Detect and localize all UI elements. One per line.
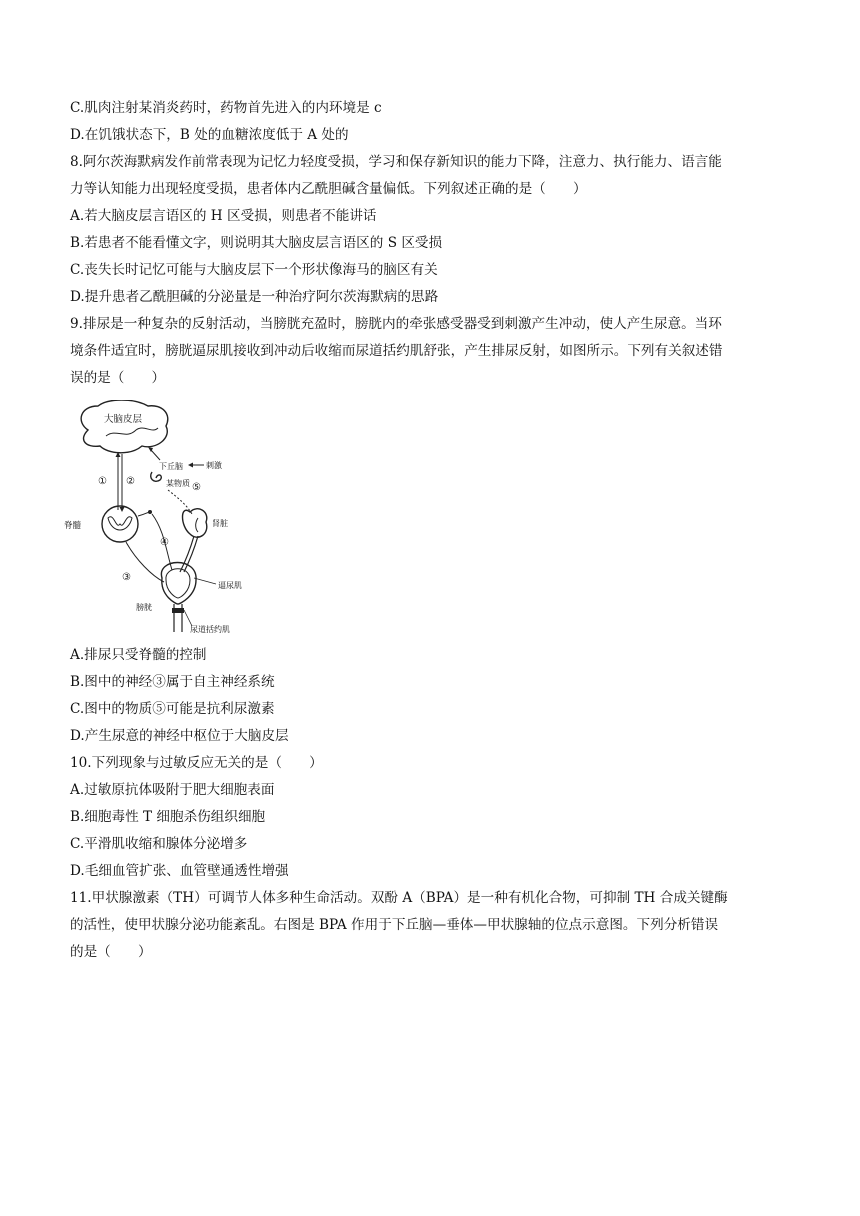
- q11-stem-line2: 的活性，使甲状腺分泌功能紊乱。右图是 BPA 作用于下丘脑—垂体—甲状腺轴的位点示意图。下列分析错误: [70, 917, 719, 933]
- label-substance: 某物质: [166, 479, 190, 488]
- q8-option-a: A.若大脑皮层言语区的 H 区受损，则患者不能讲话: [70, 208, 377, 224]
- label-detrusor: 逼尿肌: [218, 581, 242, 590]
- label-brain: 大脑皮层: [104, 414, 143, 425]
- q9-option-b: B.图中的神经③属于自主神经系统: [70, 674, 275, 690]
- label-n3: ③: [122, 572, 131, 583]
- label-sphincter: 尿道括约肌: [190, 625, 230, 634]
- q11-stem-line1: 11.甲状腺激素（TH）可调节人体多种生命活动。双酚 A（BPA）是一种有机化合物，可抑制 TH 合成关键酶: [70, 890, 728, 906]
- label-stimulus: 刺激: [206, 461, 222, 470]
- q7-option-d: D.在饥饿状态下，B 处的血糖浓度低于 A 处的: [70, 127, 349, 143]
- q9-stem-line2: 境条件适宜时，膀胱逼尿肌接收到冲动后收缩而尿道括约肌舒张，产生排尿反射，如图所示。下列有关叙述错: [70, 343, 723, 359]
- q9-option-a: A.排尿只受脊髓的控制: [70, 647, 207, 663]
- q10-option-d: D.毛细血管扩张、血管壁通透性增强: [70, 863, 289, 879]
- label-hypothalamus: 下丘脑: [159, 462, 183, 471]
- label-n2: ②: [126, 476, 135, 487]
- label-bladder: 膀胱: [136, 603, 152, 612]
- q10-option-b: B.细胞毒性 T 细胞杀伤组织细胞: [70, 809, 266, 825]
- q10-option-c: C.平滑肌收缩和腺体分泌增多: [70, 836, 248, 852]
- brain-outline: [81, 400, 168, 453]
- label-spinal-cord: 脊髓: [64, 521, 82, 531]
- q9-stem-line3: 误的是（ ）: [70, 370, 166, 386]
- q9-stem-line1: 9.排尿是一种复杂的反射活动，当膀胱充盈时，膀胱内的牵张感受器受到刺激产生冲动，使人产生尿意。当环: [70, 316, 722, 332]
- label-kidney: 肾脏: [212, 519, 228, 528]
- q8-stem-line2: 力等认知能力出现轻度受损，患者体内乙酰胆碱含量偏低。下列叙述正确的是（ ）: [70, 181, 587, 197]
- q8-option-c: C.丧失长时记忆可能与大脑皮层下一个形状像海马的脑区有关: [70, 262, 438, 278]
- q9-option-d: D.产生尿意的神经中枢位于大脑皮层: [70, 728, 289, 744]
- label-n4: ④: [160, 537, 169, 548]
- q8-option-b: B.若患者不能看懂文字，则说明其大脑皮层言语区的 S 区受损: [70, 235, 443, 251]
- q10-option-a: A.过敏原抗体吸附于肥大细胞表面: [70, 782, 275, 798]
- q11-stem-line3: 的是（ ）: [70, 944, 152, 960]
- q8-option-d: D.提升患者乙酰胆碱的分泌量是一种治疗阿尔茨海默病的思路: [70, 289, 439, 305]
- q9-option-c: C.图中的物质⑤可能是抗利尿激素: [70, 701, 275, 717]
- label-n5: ⑤: [192, 482, 201, 493]
- label-n1: ①: [98, 476, 107, 487]
- urination-reflex-diagram: [56, 400, 256, 635]
- q8-stem-line1: 8.阿尔茨海默病发作前常表现为记忆力轻度受损，学习和保存新知识的能力下降，注意力、执行能力、语言能: [70, 154, 722, 170]
- q7-option-c: C.肌肉注射某消炎药时，药物首先进入的内环境是 c: [70, 100, 382, 116]
- q10-stem: 10.下列现象与过敏反应无关的是（ ）: [70, 755, 323, 771]
